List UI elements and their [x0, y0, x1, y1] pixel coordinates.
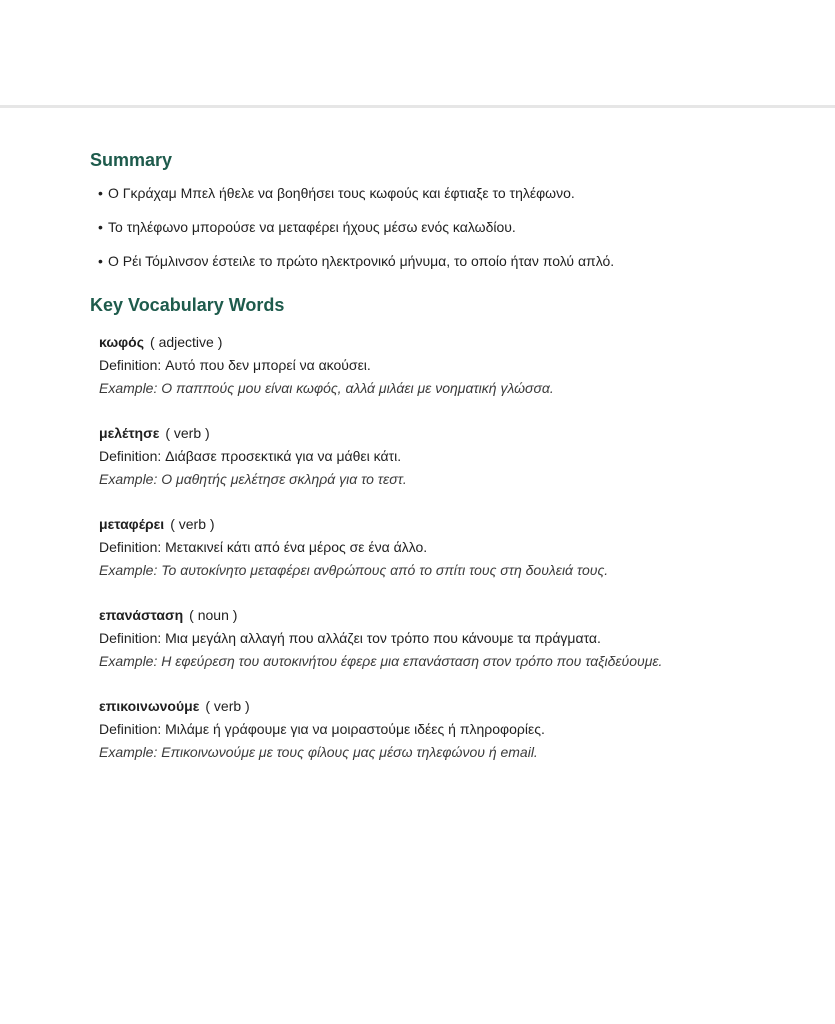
- summary-item: [98, 252, 810, 270]
- bullet-icon: •: [98, 185, 103, 201]
- part-of-speech: ( noun ): [189, 607, 238, 623]
- part-of-speech: ( verb ): [165, 425, 210, 441]
- summary-item: [98, 184, 810, 202]
- vocab-example: Example: Η εφεύρεση του αυτοκινήτου έφερε μια επανάσταση στον τρόπο που ταξιδεύουμε.: [99, 653, 663, 669]
- vocab-definition: Definition: Μετακινεί κάτι από ένα μέρος σε ένα άλλο.: [99, 539, 428, 555]
- part-of-speech: ( verb ): [205, 698, 250, 714]
- page-header-area: [0, 0, 835, 105]
- vocab-term: μελέτησε: [99, 425, 160, 441]
- vocab-definition: Definition: Αυτό που δεν μπορεί να ακούσει.: [99, 357, 371, 373]
- vocabulary-entry: [99, 513, 810, 582]
- part-of-speech: ( adjective ): [150, 334, 223, 350]
- term-line: [99, 604, 810, 627]
- header-divider: [0, 105, 835, 108]
- term-line: [99, 331, 810, 354]
- vocabulary-entry: [99, 695, 810, 764]
- summary-heading: Summary: [90, 150, 173, 170]
- summary-item-text: Το τηλέφωνο μπορούσε να μεταφέρει ήχους μέσω ενός καλωδίου.: [108, 219, 516, 235]
- vocab-definition: Definition: Διάβασε προσεκτικά για να μάθει κάτι.: [99, 448, 402, 464]
- vocab-term: μεταφέρει: [99, 516, 165, 532]
- bullet-icon: •: [98, 253, 103, 269]
- term-line: [99, 422, 810, 445]
- vocabulary-list: [99, 331, 810, 764]
- bullet-icon: •: [98, 219, 103, 235]
- vocab-definition: Definition: Μια μεγάλη αλλαγή που αλλάζει τον τρόπο που κάνουμε τα πράγματα.: [99, 630, 601, 646]
- summary-item-text: Ο Ρέι Τόμλινσον έστειλε το πρώτο ηλεκτρονικό μήνυμα, το οποίο ήταν πολύ απλό.: [108, 253, 615, 269]
- summary-item: [98, 218, 810, 236]
- vocabulary-entry: [99, 331, 810, 400]
- vocab-example: Example: Επικοινωνούμε με τους φίλους μας μέσω τηλεφώνου ή email.: [99, 744, 538, 760]
- vocab-definition: Definition: Μιλάμε ή γράφουμε για να μοιραστούμε ιδέες ή πληροφορίες.: [99, 721, 545, 737]
- vocab-example: Example: Το αυτοκίνητο μεταφέρει ανθρώπους από το σπίτι τους στη δουλειά τους.: [99, 562, 609, 578]
- vocabulary-entry: [99, 604, 810, 673]
- vocab-term: κωφός: [99, 334, 145, 350]
- term-line: [99, 513, 810, 536]
- vocabulary-entry: [99, 422, 810, 491]
- part-of-speech: ( verb ): [170, 516, 215, 532]
- document-content: [90, 148, 810, 786]
- term-line: [99, 695, 810, 718]
- summary-list: [90, 184, 810, 270]
- vocabulary-heading: Key Vocabulary Words: [90, 295, 285, 315]
- vocab-term: επικοινωνούμε: [99, 698, 200, 714]
- vocab-example: Example: Ο μαθητής μελέτησε σκληρά για το τεστ.: [99, 471, 407, 487]
- summary-item-text: Ο Γκράχαμ Μπελ ήθελε να βοηθήσει τους κωφούς και έφτιαξε το τηλέφωνο.: [108, 185, 575, 201]
- vocab-term: επανάσταση: [99, 607, 184, 623]
- vocab-example: Example: Ο παππούς μου είναι κωφός, αλλά μιλάει με νοηματική γλώσσα.: [99, 380, 554, 396]
